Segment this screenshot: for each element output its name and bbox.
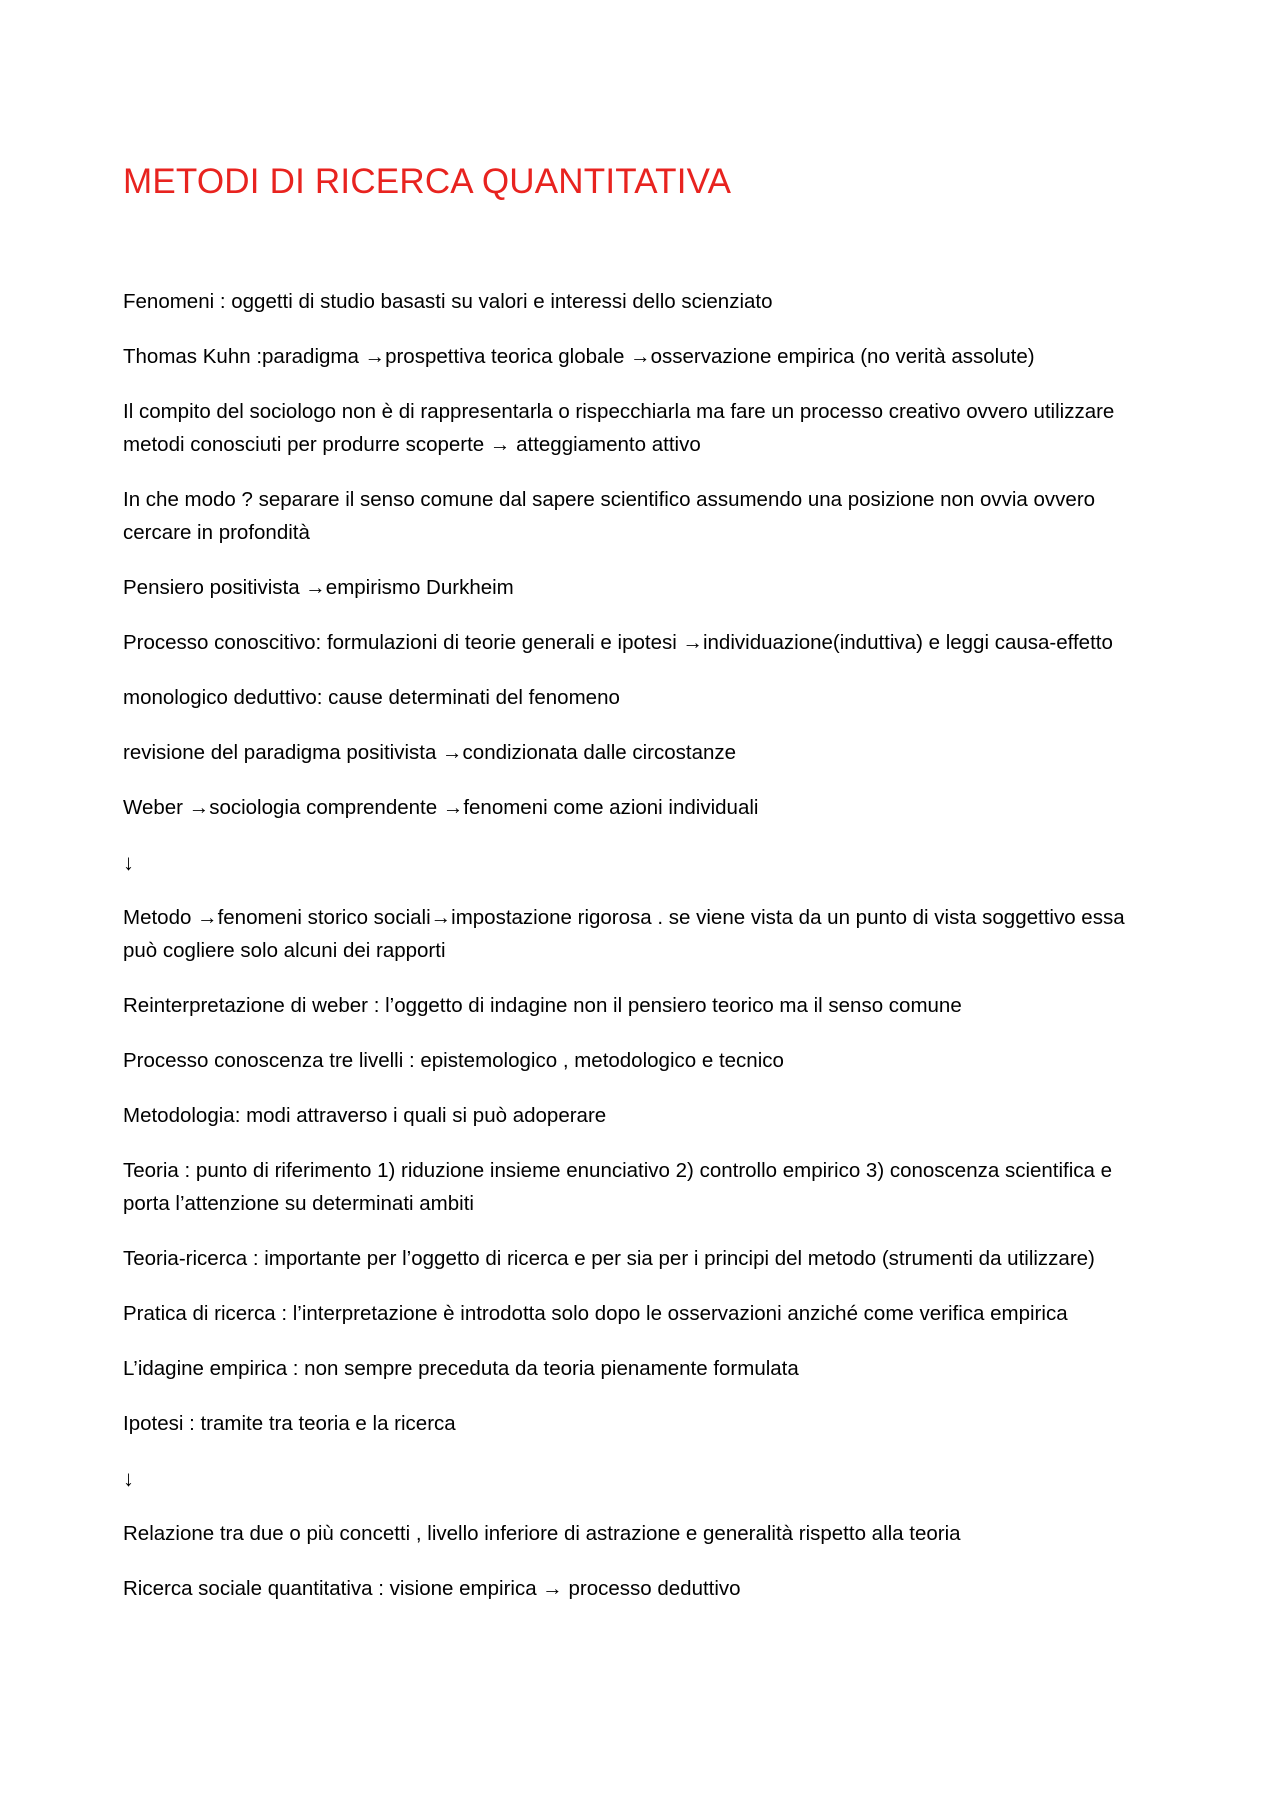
document-title: METODI DI RICERCA QUANTITATIVA <box>123 162 732 201</box>
document-body <box>123 158 1163 1627</box>
paragraph: monologico deduttivo: cause determinati del fenomeno <box>123 686 620 709</box>
down-arrow-icon: ↓ <box>123 1466 134 1491</box>
paragraph: Pratica di ricerca : l’interpretazione è introdotta solo dopo le osservazioni anziché come verifica empirica <box>123 1302 1068 1325</box>
paragraph: revisione del paradigma positivista →condizionata dalle circostanze <box>123 741 737 764</box>
paragraph: Ipotesi : tramite tra teoria e la ricerca <box>123 1412 456 1435</box>
paragraph: In che modo ? separare il senso comune dal sapere scientifico assumendo una posizione non ovvia ovvero cercare in profondità <box>123 488 1096 544</box>
paragraph: Relazione tra due o più concetti , livello inferiore di astrazione e generalità rispetto alla teoria <box>123 1522 961 1545</box>
down-arrow-icon: ↓ <box>123 850 134 875</box>
paragraph: Weber →sociologia comprendente →fenomeni come azioni individuali <box>123 796 759 819</box>
paragraph: Fenomeni : oggetti di studio basasti su valori e interessi dello scienziato <box>123 290 773 313</box>
paragraph: Reinterpretazione di weber : l’oggetto di indagine non il pensiero teorico ma il senso comune <box>123 994 962 1017</box>
paragraph: Il compito del sociologo non è di rappresentarla o rispecchiarla ma fare un processo creativo ovvero utilizzare metodi conosciuti per produrre scoperte → atteggiamento attivo <box>123 400 1115 456</box>
paragraph: Teoria-ricerca : importante per l’oggetto di ricerca e per sia per i principi del metodo (strumenti da utilizzare) <box>123 1247 1095 1270</box>
paragraph: Pensiero positivista →empirismo Durkheim <box>123 576 514 599</box>
paragraph: L’idagine empirica : non sempre preceduta da teoria pienamente formulata <box>123 1357 799 1380</box>
paragraph: Teoria : punto di riferimento 1) riduzione insieme enunciativo 2) controllo empirico 3) conoscenza scientifica e porta l’attenzione su determinati ambiti <box>123 1159 1113 1215</box>
paragraph: Processo conoscitivo: formulazioni di teorie generali e ipotesi →individuazione(induttiva) e leggi causa-effetto <box>123 631 1113 654</box>
paragraph: Thomas Kuhn :paradigma →prospettiva teorica globale →osservazione empirica (no verità assolute) <box>123 345 1035 368</box>
paragraph: Ricerca sociale quantitativa : visione empirica → processo deduttivo <box>123 1577 741 1600</box>
paragraph: Metodologia: modi attraverso i quali si può adoperare <box>123 1104 607 1127</box>
paragraph: Processo conoscenza tre livelli : epistemologico , metodologico e tecnico <box>123 1049 784 1072</box>
paragraph: Metodo →fenomeni storico sociali→impostazione rigorosa . se viene vista da un punto di vista soggettivo essa può cogliere solo alcuni dei rapporti <box>123 906 1125 962</box>
